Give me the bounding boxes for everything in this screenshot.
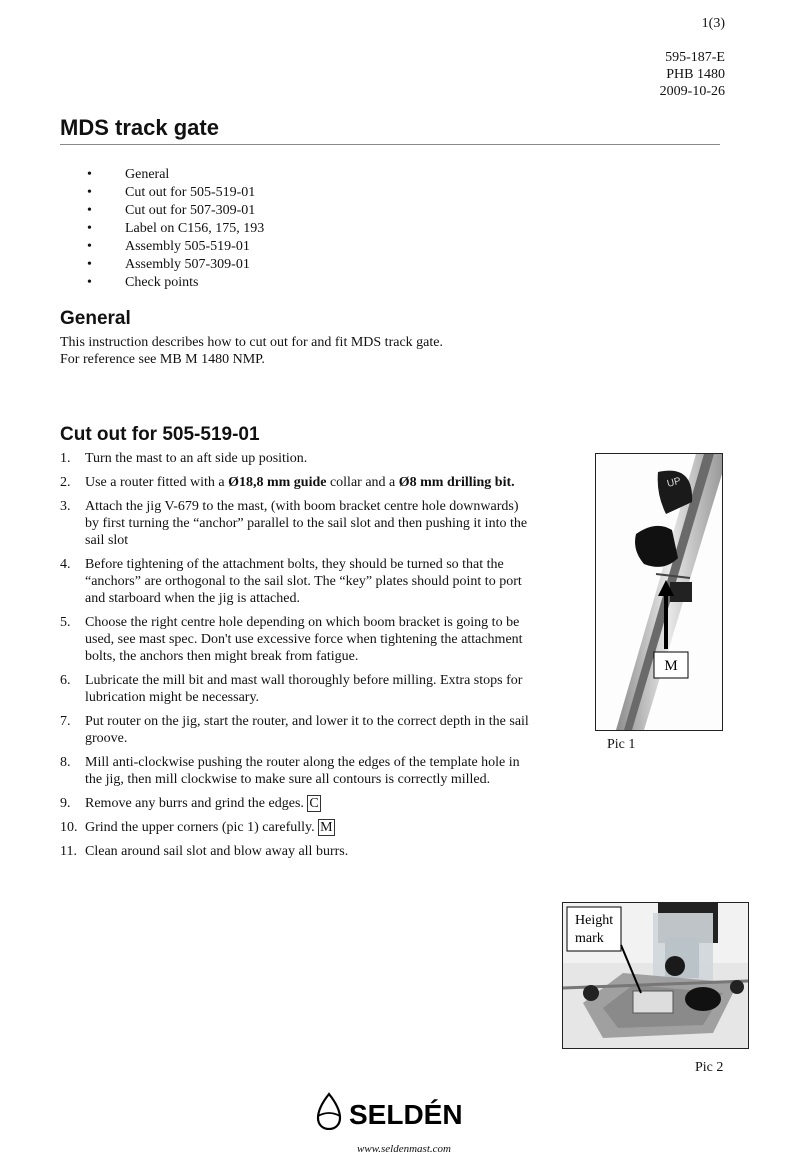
step-text: Before tightening of the attachment bolts, they should be turned so that the “anchors” are orthogonal to the sail slot. The “key” plates should point to port and starboard when the jig is attached. xyxy=(85,557,522,606)
step-text: Attach the jig V-679 to the mast, (with boom bracket centre hole downwards) by first turning the “anchor” parallel to the sail slot and then pushing it into the sail slot xyxy=(85,499,528,548)
step-3: 3. Attach the jig V-679 to the mast, (with boom bracket centre hole downwards) by first turning the “anchor” parallel to the sail slot and then pushing it into the sail slot xyxy=(60,499,528,548)
step-text: Put router on the jig, start the router, and lower it to the correct depth in the sail groove. xyxy=(85,714,529,746)
general-text-2: For reference see MB M 1480 NMP. xyxy=(60,352,265,367)
page-number: 1(3) xyxy=(701,16,725,31)
step-text: Clean around sail slot and blow away all burrs. xyxy=(85,844,349,859)
height-mark-label-2: mark xyxy=(575,931,604,946)
contents-item: • Cut out for 505-519-01 xyxy=(60,184,264,202)
step-4: 4. Before tightening of the attachment bolts, they should be turned so that the “anchors” are orthogonal to the sail slot. The “key” plates should point to port and starboard when the jig is attached. xyxy=(60,557,522,606)
pic1-caption: Pic 1 xyxy=(607,737,636,752)
contents-item: • Assembly 505-519-01 xyxy=(60,238,264,256)
general-heading: General xyxy=(60,308,131,329)
contents-list xyxy=(60,166,264,292)
jig-on-mast-illustration xyxy=(596,454,722,730)
contents-item: • Assembly 507-309-01 xyxy=(60,256,264,274)
website-url[interactable]: www.seldenmast.com xyxy=(357,1143,451,1155)
page-title: MDS track gate xyxy=(60,115,219,140)
guide-collar-size: Ø18,8 mm guide xyxy=(228,475,327,490)
step-1: 1. Turn the mast to an aft side up position. xyxy=(60,451,308,466)
cutout-steps xyxy=(60,450,530,867)
step-7: 7. Put router on the jig, start the router, and lower it to the correct depth in the sail groove. xyxy=(60,714,529,746)
title-divider xyxy=(60,144,720,145)
step-9: 9. Remove any burrs and grind the edges. C xyxy=(60,796,319,811)
step-text: Choose the right centre hole depending on which boom bracket is going to be used, see mast spec. Don't use excessive force when tightening the attachment bolts, the anchors then might break from fatigue. xyxy=(85,615,523,664)
step-text: Grind the upper corners (pic 1) carefully. xyxy=(85,820,315,835)
phb-number: PHB 1480 xyxy=(666,67,725,82)
drill-bit-size: Ø8 mm drilling bit. xyxy=(398,475,515,490)
step-5: 5. Choose the right centre hole depending on which boom bracket is going to be used, see mast spec. Don't use excessive force when tightening the attachment bolts, the anchors then might break from fatigue. xyxy=(60,615,523,664)
step-text: collar and a xyxy=(326,475,399,490)
doc-date: 2009-10-26 xyxy=(659,84,725,99)
step-11: 11. Clean around sail slot and blow away all burrs. xyxy=(60,844,349,859)
check-mark-m: M xyxy=(320,820,333,835)
step-10: 10. Grind the upper corners (pic 1) carefully. M xyxy=(60,820,333,835)
pic1-photo xyxy=(595,453,723,731)
check-mark-c: C xyxy=(309,796,319,811)
sail-drop-icon xyxy=(318,1094,340,1129)
selden-logo xyxy=(315,1090,475,1135)
contents-item: • General xyxy=(60,166,264,184)
step-text: Use a router fitted with a xyxy=(85,475,229,490)
contents-item: • Check points xyxy=(60,274,264,292)
step-6: 6. Lubricate the mill bit and mast wall thoroughly before milling. Extra stops for lubrication might be necessary. xyxy=(60,673,523,705)
pic2-photo xyxy=(562,902,749,1049)
step-8: 8. Mill anti-clockwise pushing the router along the edges of the template hole in the jig, then mill clockwise to make sure all contours is correctly milled. xyxy=(60,755,520,787)
step-text: Turn the mast to an aft side up position. xyxy=(85,451,308,466)
router-on-jig-illustration xyxy=(563,903,748,1048)
step-text: Remove any burrs and grind the edges. xyxy=(85,796,304,811)
general-text-1: This instruction describes how to cut out for and fit MDS track gate. xyxy=(60,335,443,350)
contents-item: • Label on C156, 175, 193 xyxy=(60,220,264,238)
height-mark-label-1: Height xyxy=(575,913,614,928)
step-2: 2. Use a router fitted with a Ø18,8 mm guide collar and a Ø8 mm drilling bit. xyxy=(60,475,515,490)
pic2-caption: Pic 2 xyxy=(695,1060,724,1075)
brand-name: SELDÉN xyxy=(349,1099,463,1130)
doc-number: 595-187-E xyxy=(665,50,725,65)
pic1-label-m: M xyxy=(664,658,678,674)
step-text: Lubricate the mill bit and mast wall thoroughly before milling. Extra stops for lubrication might be necessary. xyxy=(85,673,523,705)
step-text: Mill anti-clockwise pushing the router along the edges of the template hole in the jig, then mill clockwise to make sure all contours is correctly milled. xyxy=(85,755,520,787)
contents-item: • Cut out for 507-309-01 xyxy=(60,202,264,220)
jig-up-label: UP xyxy=(665,475,683,490)
cutout-heading: Cut out for 505-519-01 xyxy=(60,424,260,445)
